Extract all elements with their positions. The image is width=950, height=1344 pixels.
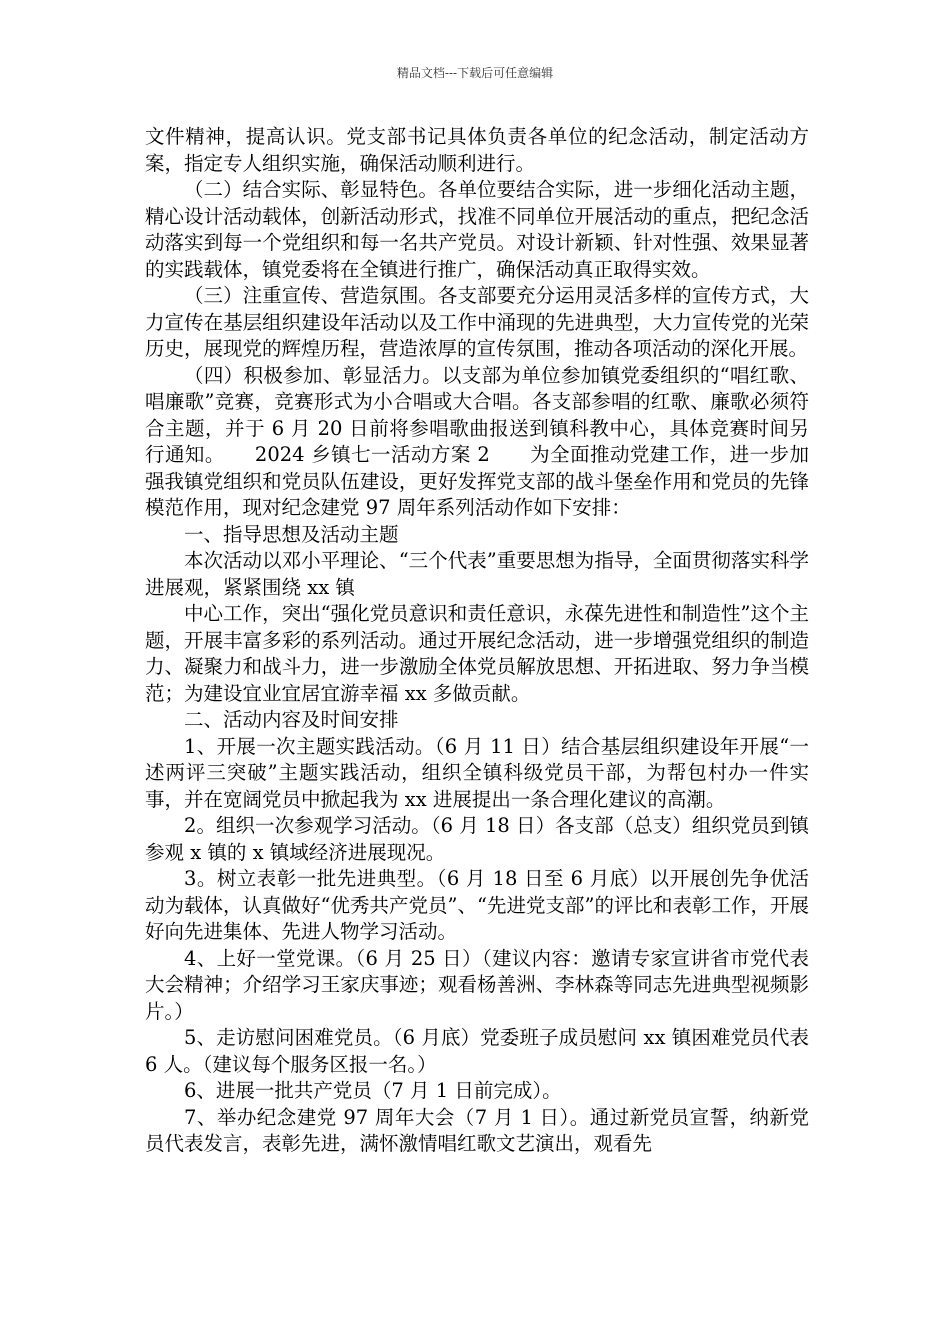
list-item-5: 5、走访慰问困难党员。（6 月底）党委班子成员慰问 xx 镇困难党员代表 6 人。（建议每个服务区报一名。） [145,1026,809,1076]
list-item-7: 7、举办纪念建党 97 周年大会（7 月 1 日）。通过新党员宣誓，纳新党员代表发言，表彰先进，满怀激情唱红歌文艺演出，观看先 [145,1105,809,1155]
list-item-3: 3。树立表彰一批先进典型。（6 月 18 日至 6 月底）以开展创先争优活动为载体，认真做好“优秀共产党员”、“先进党支部”的评比和表彰工作，开展好向先进集体、先进人物学习活动。 [145,867,809,943]
list-item-6: 6、进展一批共产党员（7 月 1 日前完成）。 [184,1079,562,1102]
heading-guiding-ideology: 一、指导思想及活动主题 [184,522,399,546]
document-body [145,124,809,1158]
page-header: 精品文档---下载后可任意编辑 [396,66,554,80]
paragraph-section-2: （二）结合实际、彰显特色。各单位要结合实际，进一步细化活动主题，精心设计活动载体，创新活动形式，找准不同单位开展活动的重点，把纪念活动落实到每一个党组织和每一名共产党员。对设计新颖、针对性强、效果显著的实践载体，镇党委将在全镇进行推广，确保活动真正取得实效。 [145,178,809,281]
paragraph-continuation: 文件精神，提高认识。党支部书记具体负责各单位的纪念活动，制定活动方案，指定专人组织实施，确保活动顺利进行。 [145,125,809,175]
list-item-4: 4、上好一堂党课。（6 月 25 日）（建议内容：邀请专家宣讲省市党代表大会精神；介绍学习王家庆事迹；观看杨善洲、李林森等同志先进典型视频影片。） [145,946,809,1023]
list-item-2: 2。组织一次参观学习活动。（6 月 18 日）各支部（总支）组织党员到镇参观 x 镇的 x 镇域经济进展现况。 [145,814,809,864]
paragraph-guiding-ideology: 本次活动以邓小平理论、“三个代表”重要思想为指导，全面贯彻落实科学进展观，紧紧围绕 xx 镇 [145,549,809,599]
heading-activity-schedule: 二、活动内容及时间安排 [184,708,399,731]
paragraph-section-3: （三）注重宣传、营造氛围。各支部要充分运用灵活多样的宣传方式，大力宣传在基层组织建设年活动以及工作中涌现的先进典型，大力宣传党的光荣历史，展现党的辉煌历程，营造浓厚的宣传氛围，推动各项活动的深化开展。 [145,284,809,360]
list-item-1: 1、开展一次主题实践活动。（6 月 11 日）结合基层组织建设年开展“一述两评三突破”主题实践活动，组织全镇科级党员干部，为帮包村办一件实事，并在宽阔党员中掀起我为 xx 进展提出一条合理化建议的高潮。 [145,734,809,811]
paragraph-central-work: 中心工作，突出“强化党员意识和责任意识，永葆先进性和制造性”这个主题，开展丰富多彩的系列活动。通过开展纪念活动，进一步增强党组织的制造力、凝聚力和战斗力，进一步激励全体党员解放思想、开拓进取、努力争当模范；为建设宜业宜居宜游幸福 xx 多做贡献。 [145,602,809,705]
paragraph-section-4: （四）积极参加、彰显活力。以支部为单位参加镇党委组织的“唱红歌、唱廉歌”竞赛，竞赛形式为小合唱或大合唱。各支部参唱的红歌、廉歌必须符合主题，并于 6 月 20 日前将参唱歌曲报送到镇科教中心，具体竞赛时间另行通知。 2024 乡镇七一活动方案 2 为全面推动党建工作，进一步加强我镇党组织和党员队伍建设，更好发挥党支部的战斗堡垒作用和党员的先锋模范作用，现对纪念建党 97 周年系列活动作如下安排： [145,363,809,519]
